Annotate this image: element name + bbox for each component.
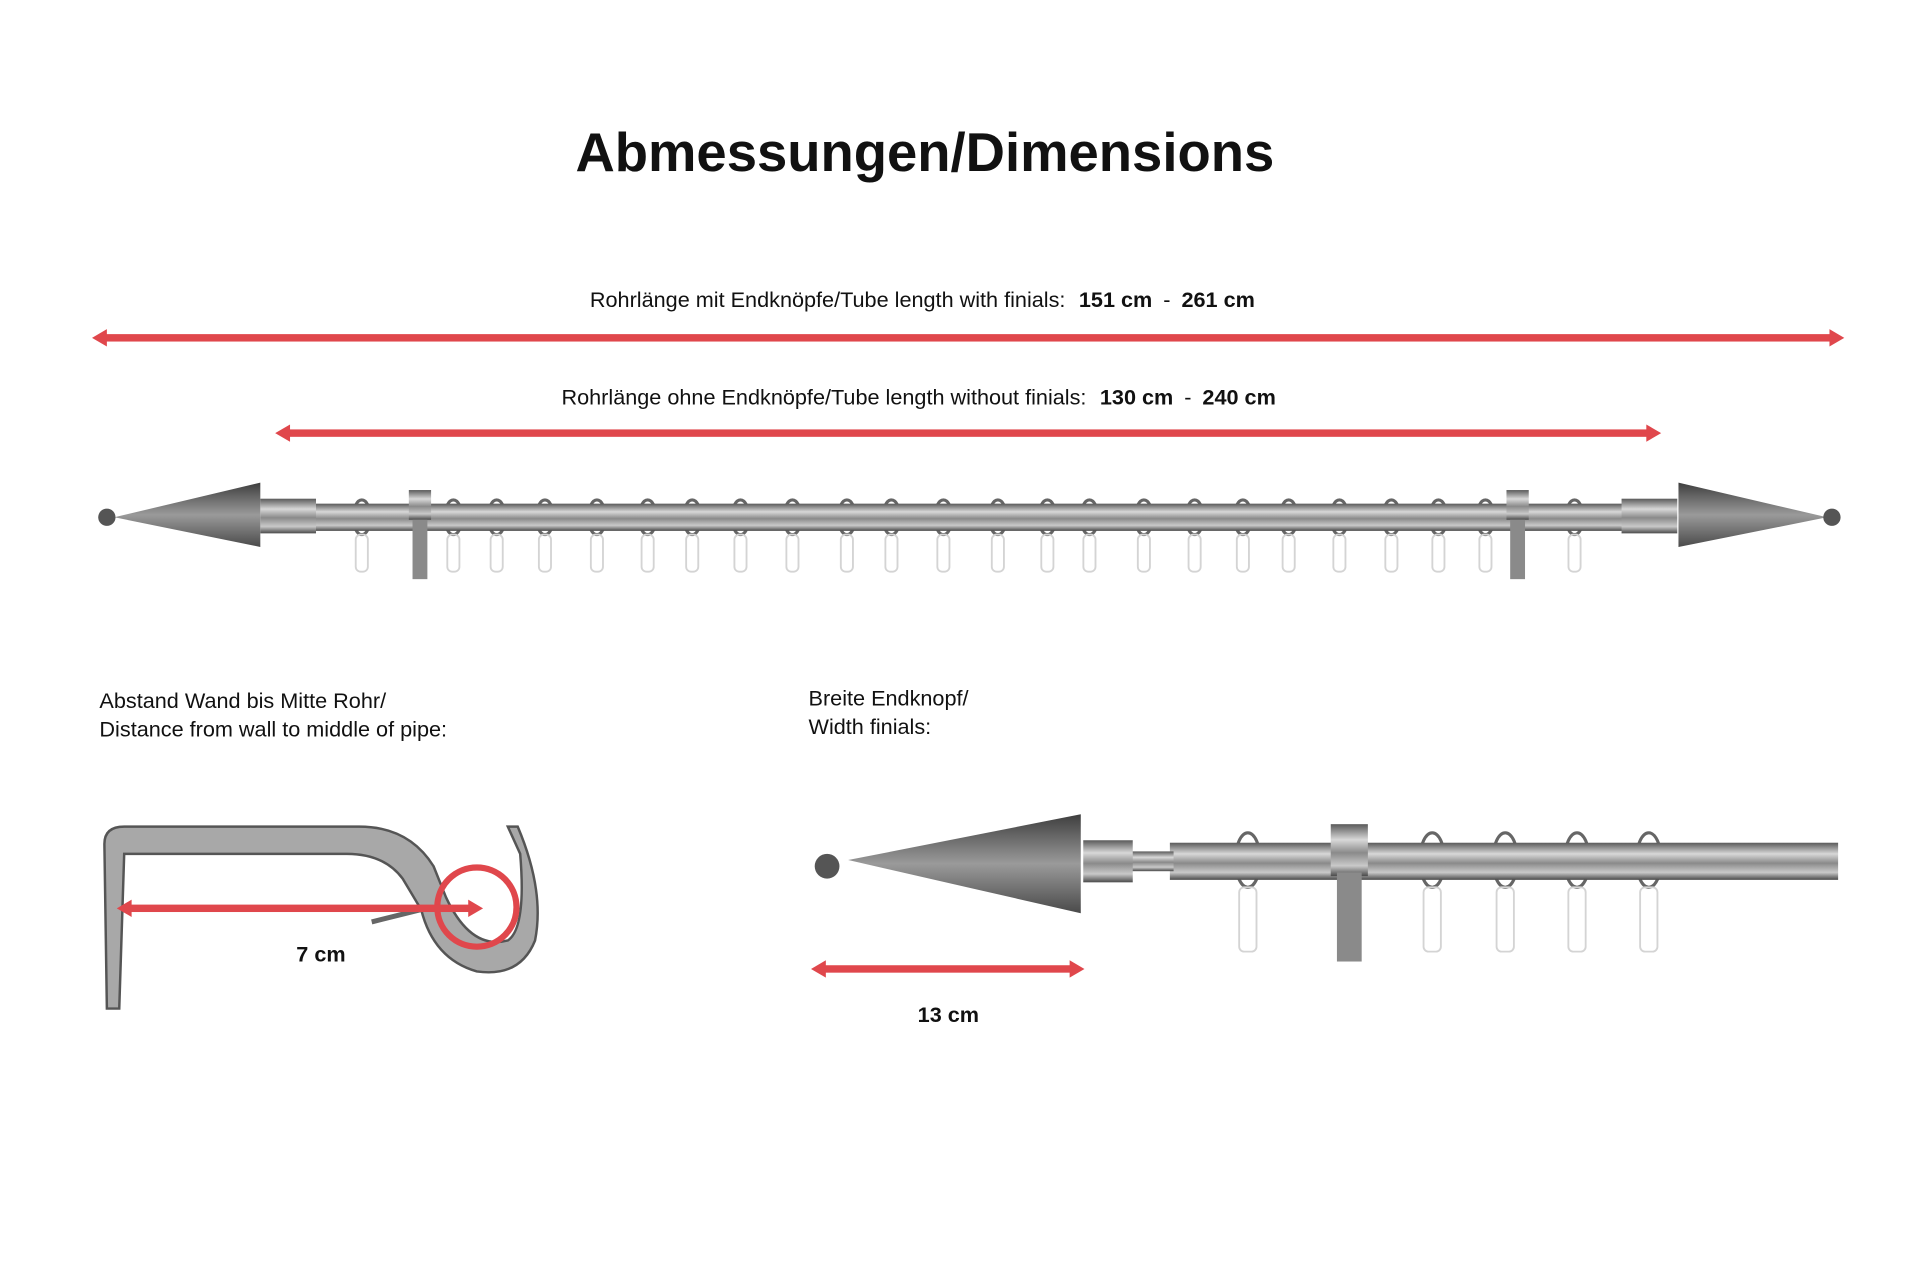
bracket-image: [104, 827, 537, 1009]
ring-glider: [642, 535, 654, 572]
ring-glider: [491, 535, 503, 572]
without-finials-arrow: [275, 424, 1661, 441]
ring-glider: [1283, 535, 1295, 572]
with-finials-sep: -: [1163, 286, 1171, 312]
wall-distance-line1: Abstand Wand bis Mitte Rohr/: [99, 687, 387, 713]
without-finials-label: [561, 385, 1275, 410]
ring-glider: [1189, 535, 1201, 572]
without-finials-min: 130 cm: [1099, 384, 1174, 410]
ring-glider: [1385, 535, 1397, 572]
wall-distance-line2: Distance from wall to middle of pipe:: [99, 716, 448, 742]
ring-glider: [937, 535, 949, 572]
ring-glider: [1432, 535, 1444, 572]
wall-distance-value: 7 cm: [296, 941, 346, 967]
with-finials-min: 151 cm: [1078, 286, 1153, 312]
ring-glider: [1083, 535, 1095, 572]
ring-glider: [1568, 535, 1580, 572]
with-finials-arrow: [92, 329, 1844, 346]
ring-glider: [992, 535, 1004, 572]
finial-closeup-image: [815, 814, 1838, 961]
right-finial-cone: [1678, 483, 1826, 547]
ring-glider: [786, 535, 798, 572]
ring-glider: [1237, 535, 1249, 572]
ring-glider: [1424, 887, 1441, 951]
right-finial-ball: [1823, 509, 1840, 526]
ring-glider: [1497, 887, 1514, 951]
without-finials-max: 240 cm: [1202, 384, 1276, 410]
without-finials-sep: -: [1184, 384, 1192, 410]
ring-glider: [1041, 535, 1053, 572]
ring-glider: [591, 535, 603, 572]
ring-glider: [1333, 535, 1345, 572]
with-finials-label: [590, 287, 1255, 312]
page-title: Abmessungen/Dimensions: [575, 121, 1275, 183]
ring-glider: [447, 535, 459, 572]
ring-glider: [1640, 887, 1657, 951]
finial-width-value: 13 cm: [917, 1002, 980, 1028]
with-finials-text: Rohrlänge mit Endknöpfe/Tube length with finials:: [589, 286, 1066, 312]
ring-glider: [841, 535, 853, 572]
with-finials-max: 261 cm: [1181, 286, 1255, 312]
ring-glider: [1479, 535, 1491, 572]
ring-glider: [734, 535, 746, 572]
curtain-rod: [98, 483, 1840, 580]
ring-glider: [1239, 887, 1256, 951]
finial-width-line1: Breite Endknopf/: [808, 685, 969, 711]
ring-glider: [885, 535, 897, 572]
left-finial-ball: [98, 509, 115, 526]
ring-glider: [1138, 535, 1150, 572]
ring-glider: [686, 535, 698, 572]
ring-glider: [539, 535, 551, 572]
finial-width-arrow: [811, 960, 1084, 977]
finial-width-line2: Width finials:: [808, 713, 932, 739]
left-finial-cone: [114, 483, 260, 547]
without-finials-text: Rohrlänge ohne Endknöpfe/Tube length without finials:: [561, 384, 1087, 410]
ring-glider: [356, 535, 368, 572]
ring-glider: [1568, 887, 1585, 951]
